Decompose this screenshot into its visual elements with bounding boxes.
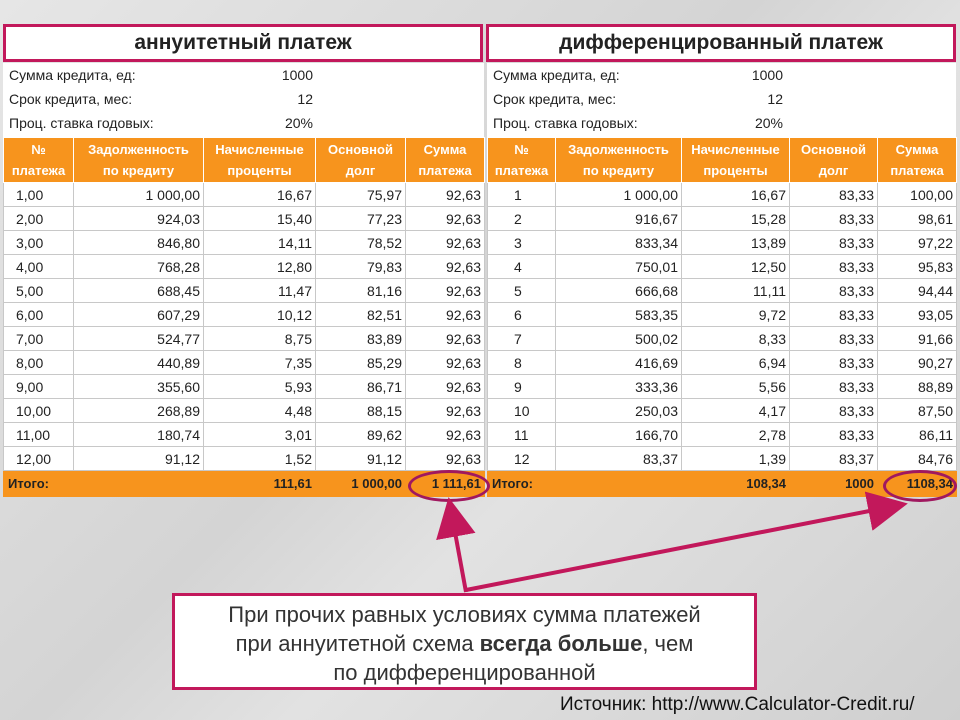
col-header: Начисленные проценты <box>204 138 316 183</box>
table-cell: 10,00 <box>4 399 74 423</box>
col-header: № платежа <box>488 138 556 183</box>
table-cell: 83,33 <box>790 375 878 399</box>
table-cell: 12 <box>488 447 556 471</box>
table-cell: 92,63 <box>406 375 485 399</box>
table-cell: 166,70 <box>556 423 682 447</box>
table-cell: 83,33 <box>790 327 878 351</box>
info-label: Сумма кредита, ед: <box>493 67 620 83</box>
table-cell: 83,33 <box>790 231 878 255</box>
col-header: Основной долг <box>316 138 406 183</box>
table-cell: 7,00 <box>4 327 74 351</box>
table-cell: 1,00 <box>4 183 74 207</box>
table-cell: 9 <box>488 375 556 399</box>
table-cell: 583,35 <box>556 303 682 327</box>
table-cell: 86,71 <box>316 375 406 399</box>
table-cell: 2,00 <box>4 207 74 231</box>
table-cell: 7 <box>488 327 556 351</box>
table-cell: 268,89 <box>74 399 204 423</box>
table-cell: 83,37 <box>556 447 682 471</box>
table-cell: 83,33 <box>790 423 878 447</box>
table-cell: 92,63 <box>406 423 485 447</box>
table-cell: 16,67 <box>204 183 316 207</box>
table-cell: 833,34 <box>556 231 682 255</box>
col-header: Сумма платежа <box>406 138 485 183</box>
table-cell: 82,51 <box>316 303 406 327</box>
table-cell: 89,62 <box>316 423 406 447</box>
table-cell: 12,80 <box>204 255 316 279</box>
table-cell: 93,05 <box>878 303 957 327</box>
annuity-title-text: аннуитетный платеж <box>134 31 352 54</box>
table-cell: 6 <box>488 303 556 327</box>
table-cell: 3,00 <box>4 231 74 255</box>
info-label: Срок кредита, мес: <box>493 91 617 107</box>
table-cell: 16,67 <box>682 183 790 207</box>
info-label: Проц. ставка годовых: <box>493 115 638 131</box>
table-cell: 84,76 <box>878 447 957 471</box>
table-cell: 92,63 <box>406 207 485 231</box>
table-cell: 83,33 <box>790 255 878 279</box>
table-cell: 97,22 <box>878 231 957 255</box>
info-value: 20% <box>754 115 783 131</box>
table-cell: 9,00 <box>4 375 74 399</box>
table-cell: 4 <box>488 255 556 279</box>
total-label: Итого: <box>4 471 74 497</box>
differentiated-title-text: дифференцированный платеж <box>559 31 883 54</box>
table-cell: 3,01 <box>204 423 316 447</box>
table-cell: 88,15 <box>316 399 406 423</box>
table-cell: 9,72 <box>682 303 790 327</box>
callout-line-2: при аннуитетной схема всегда больше, чем <box>235 631 694 656</box>
table-cell: 86,11 <box>878 423 957 447</box>
info-label: Срок кредита, мес: <box>9 91 133 107</box>
table-cell: 8,75 <box>204 327 316 351</box>
total-cell: 108,34 <box>682 471 790 497</box>
total-cell: 1 111,61 <box>406 471 485 497</box>
table-cell: 5,56 <box>682 375 790 399</box>
total-cell: 1 000,00 <box>316 471 406 497</box>
conclusion-callout <box>172 593 757 690</box>
table-cell: 1,52 <box>204 447 316 471</box>
table-cell: 94,44 <box>878 279 957 303</box>
table-cell: 355,60 <box>74 375 204 399</box>
info-value: 1000 <box>281 67 313 83</box>
total-cell: 1000 <box>790 471 878 497</box>
table-cell: 92,63 <box>406 183 485 207</box>
table-cell: 500,02 <box>556 327 682 351</box>
table-cell: 92,63 <box>406 327 485 351</box>
table-cell: 8,33 <box>682 327 790 351</box>
table-cell: 12,50 <box>682 255 790 279</box>
table-cell: 3 <box>488 231 556 255</box>
table-cell: 11,11 <box>682 279 790 303</box>
table-cell: 92,63 <box>406 303 485 327</box>
table-cell: 15,40 <box>204 207 316 231</box>
table-cell: 607,29 <box>74 303 204 327</box>
table-cell: 5,93 <box>204 375 316 399</box>
info-value: 12 <box>297 91 313 107</box>
table-cell: 91,12 <box>316 447 406 471</box>
col-header: Задолженность по кредиту <box>74 138 204 183</box>
callout-emphasis: всегда больше <box>479 631 643 656</box>
table-cell: 92,63 <box>406 399 485 423</box>
table-cell: 92,63 <box>406 447 485 471</box>
table-cell: 83,37 <box>790 447 878 471</box>
table-cell: 77,23 <box>316 207 406 231</box>
callout-line-1: При прочих равных условиях сумма платежей <box>228 602 701 627</box>
table-cell: 333,36 <box>556 375 682 399</box>
table-cell: 924,03 <box>74 207 204 231</box>
info-label: Сумма кредита, ед: <box>9 67 136 83</box>
table-cell: 87,50 <box>878 399 957 423</box>
source-caption: Источник: http://www.Calculator-Credit.ru/ <box>560 694 915 715</box>
arrow-to-annuity-total <box>450 505 466 592</box>
table-cell: 1 000,00 <box>74 183 204 207</box>
table-cell: 2 <box>488 207 556 231</box>
callout-line-3: по дифференцированной <box>333 660 596 685</box>
table-cell: 92,63 <box>406 255 485 279</box>
table-cell: 7,35 <box>204 351 316 375</box>
table-cell: 91,66 <box>878 327 957 351</box>
info-value: 1000 <box>751 67 783 83</box>
table-cell: 416,69 <box>556 351 682 375</box>
table-cell: 83,33 <box>790 279 878 303</box>
table-cell: 83,33 <box>790 303 878 327</box>
table-cell: 6,00 <box>4 303 74 327</box>
table-cell: 916,67 <box>556 207 682 231</box>
table-cell: 8,00 <box>4 351 74 375</box>
table-cell: 15,28 <box>682 207 790 231</box>
table-cell: 83,33 <box>790 183 878 207</box>
table-cell: 81,16 <box>316 279 406 303</box>
table-cell: 2,78 <box>682 423 790 447</box>
table-cell: 750,01 <box>556 255 682 279</box>
table-cell: 5,00 <box>4 279 74 303</box>
table-cell: 13,89 <box>682 231 790 255</box>
total-label: Итого: <box>488 471 556 497</box>
table-cell: 4,48 <box>204 399 316 423</box>
table-cell: 11,47 <box>204 279 316 303</box>
table-cell: 85,29 <box>316 351 406 375</box>
table-cell: 91,12 <box>74 447 204 471</box>
table-cell: 88,89 <box>878 375 957 399</box>
arrow-to-differentiated-total <box>466 505 900 590</box>
table-cell: 768,28 <box>74 255 204 279</box>
table-cell: 250,03 <box>556 399 682 423</box>
total-cell: 111,61 <box>204 471 316 497</box>
table-cell: 75,97 <box>316 183 406 207</box>
table-cell: 100,00 <box>878 183 957 207</box>
col-header: № платежа <box>4 138 74 183</box>
info-value: 20% <box>284 115 313 131</box>
table-cell: 440,89 <box>74 351 204 375</box>
table-cell: 524,77 <box>74 327 204 351</box>
table-cell: 4,17 <box>682 399 790 423</box>
table-cell: 8 <box>488 351 556 375</box>
table-cell: 12,00 <box>4 447 74 471</box>
info-label: Проц. ставка годовых: <box>9 115 154 131</box>
table-cell: 83,89 <box>316 327 406 351</box>
table-cell: 98,61 <box>878 207 957 231</box>
table-cell: 666,68 <box>556 279 682 303</box>
table-cell: 4,00 <box>4 255 74 279</box>
table-cell: 79,83 <box>316 255 406 279</box>
table-cell: 180,74 <box>74 423 204 447</box>
table-cell: 92,63 <box>406 279 485 303</box>
table-cell: 6,94 <box>682 351 790 375</box>
col-header: Сумма платежа <box>878 138 957 183</box>
table-cell: 846,80 <box>74 231 204 255</box>
table-cell: 83,33 <box>790 351 878 375</box>
table-cell: 90,27 <box>878 351 957 375</box>
col-header: Начисленные проценты <box>682 138 790 183</box>
table-cell: 1 000,00 <box>556 183 682 207</box>
info-value: 12 <box>767 91 783 107</box>
table-cell: 83,33 <box>790 207 878 231</box>
table-cell: 83,33 <box>790 399 878 423</box>
col-header: Основной долг <box>790 138 878 183</box>
table-cell: 10 <box>488 399 556 423</box>
table-cell: 92,63 <box>406 351 485 375</box>
table-cell: 5 <box>488 279 556 303</box>
table-cell: 11 <box>488 423 556 447</box>
table-cell: 10,12 <box>204 303 316 327</box>
table-cell: 1,39 <box>682 447 790 471</box>
table-cell: 688,45 <box>74 279 204 303</box>
table-cell: 11,00 <box>4 423 74 447</box>
table-cell: 78,52 <box>316 231 406 255</box>
total-cell: 1108,34 <box>878 471 957 497</box>
table-cell: 1 <box>488 183 556 207</box>
table-cell: 95,83 <box>878 255 957 279</box>
col-header: Задолженность по кредиту <box>556 138 682 183</box>
table-cell: 92,63 <box>406 231 485 255</box>
table-cell: 14,11 <box>204 231 316 255</box>
